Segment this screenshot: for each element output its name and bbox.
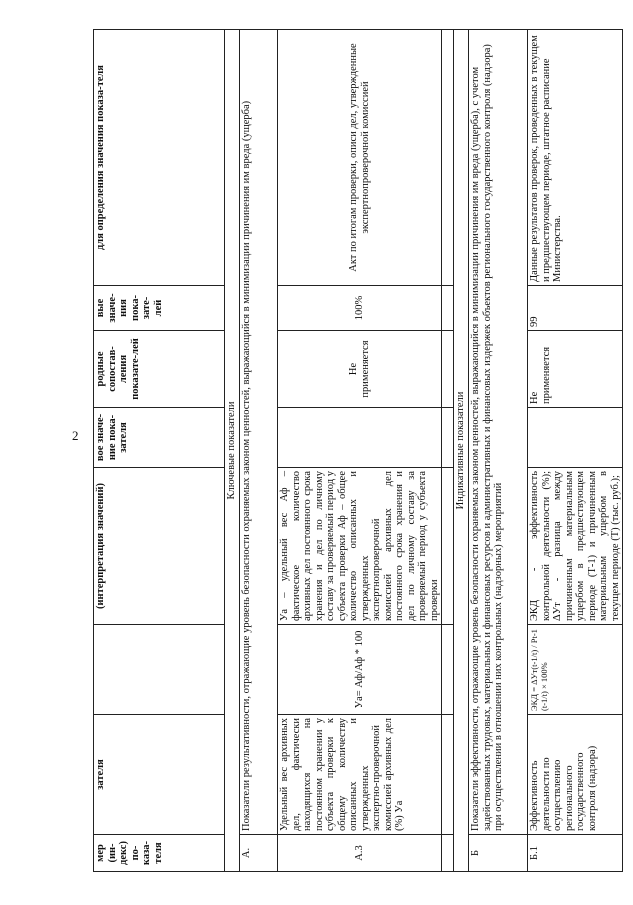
row-b1-source: Данные результатов проверок, проведенных в текущем и предшествующем периоде, штатное расписание Министерства. xyxy=(528,30,623,286)
row-b-code: Б xyxy=(469,835,528,872)
row-b1-code: Б.1 xyxy=(528,835,623,872)
header-interpretation: (интерпретация значений) xyxy=(94,468,225,625)
row-a3-name: Удельный вес архивных дел, фактически находящихся на постоянном хранении у субъекта проверки к общему количеству описанных и утвержденных экспертно-проверочной комиссией архивных дел (%) Уа xyxy=(278,715,442,835)
row-a-text: Показатели результативности, отражающие уровень безопасности охраняемых законом ценностей, выражающийся в минимизации причинения им вреда (ущерба) xyxy=(240,30,278,835)
header-source: для определения значения показа-теля xyxy=(94,30,225,286)
row-a3-target-value: 100% xyxy=(278,286,442,331)
header-formula xyxy=(94,625,225,715)
row-b-text: Показатели эффективности, отражающие уровень безопасности охраняемых законом ценностей, выражающийся в минимизации причинения им вреда (ущерба), с учетом задействованных трудовых, материальных и финансовых ресурсов и административных и финансовых издержек объектов регионального государственного контроля (надзора) при осуществлении в отношении них контрольных (надзорных) мероприятий xyxy=(469,30,528,835)
row-a3-formula: Уа= Аф/Аф * 100 xyxy=(278,625,442,715)
row-b1-interpretation: ЭКД - эффективность контрольной деятельности (%); ΔУт - разница между причиненным материальным ущербом в предшествующем периоде (Т-1) и причиненным материальным ущербом в текущем периоде (Т) (тыс. руб.); xyxy=(528,468,623,625)
header-index: мер (ин-декс) по-каза-теля xyxy=(94,835,225,872)
row-a3-interpretation: Уа – удельный вес Аф – фактическое количество архивных дел постоянного срока хранения и дел по личному составу за проверяемый период у субъекта проверки Аф – общее количество описанных и утвержденных экспертнопроверочной комиссией архивных дел постоянного срока хранения и дел по личному составу за проверяемый период у субъекта проверки xyxy=(278,468,442,625)
row-b xyxy=(469,30,528,872)
row-b1-base-value xyxy=(528,408,623,468)
row-a xyxy=(240,30,278,872)
row-a3-code: А.3 xyxy=(278,835,442,872)
header-target-value: вые значе-ния пока-зате-лей xyxy=(94,286,225,331)
section-key-row xyxy=(225,30,240,872)
indicators-table xyxy=(93,29,623,872)
header-name: зателя xyxy=(94,715,225,835)
row-a-code: А. xyxy=(240,835,278,872)
row-a3-source: Акт по итогам проверки, описи дел, утвержденные экспертнопроверочной комиссией xyxy=(278,30,442,286)
section-key-label: Ключевые показатели xyxy=(225,30,240,872)
section-indicative-row xyxy=(454,30,469,872)
row-b1-formula: ЭКД = ΔУт(t-1/t) / Рt-1 (t-1/t) × 100% xyxy=(528,625,623,715)
header-comparison: родные сопостав-ления показате-лей xyxy=(94,331,225,408)
header-base-value: вое значе-ние пока-зателя xyxy=(94,408,225,468)
header-row xyxy=(94,30,225,872)
rotated-table-container xyxy=(93,30,621,872)
section-indicative-label: Индикативные показатели xyxy=(454,30,469,872)
row-b1-comparison: Не применяется xyxy=(528,331,623,408)
row-b1 xyxy=(528,30,623,872)
page-number: 2 xyxy=(72,428,79,443)
row-a3 xyxy=(278,30,442,872)
row-a3-base-value xyxy=(278,408,442,468)
table-frame xyxy=(93,30,621,872)
spacer-row xyxy=(442,30,454,872)
row-a3-comparison: Не применяется xyxy=(278,331,442,408)
row-b1-name: Эффективность деятельности по осуществлению регионального государственного контроля (надзора) xyxy=(528,715,623,835)
row-b1-target-value: 99 xyxy=(528,286,623,331)
